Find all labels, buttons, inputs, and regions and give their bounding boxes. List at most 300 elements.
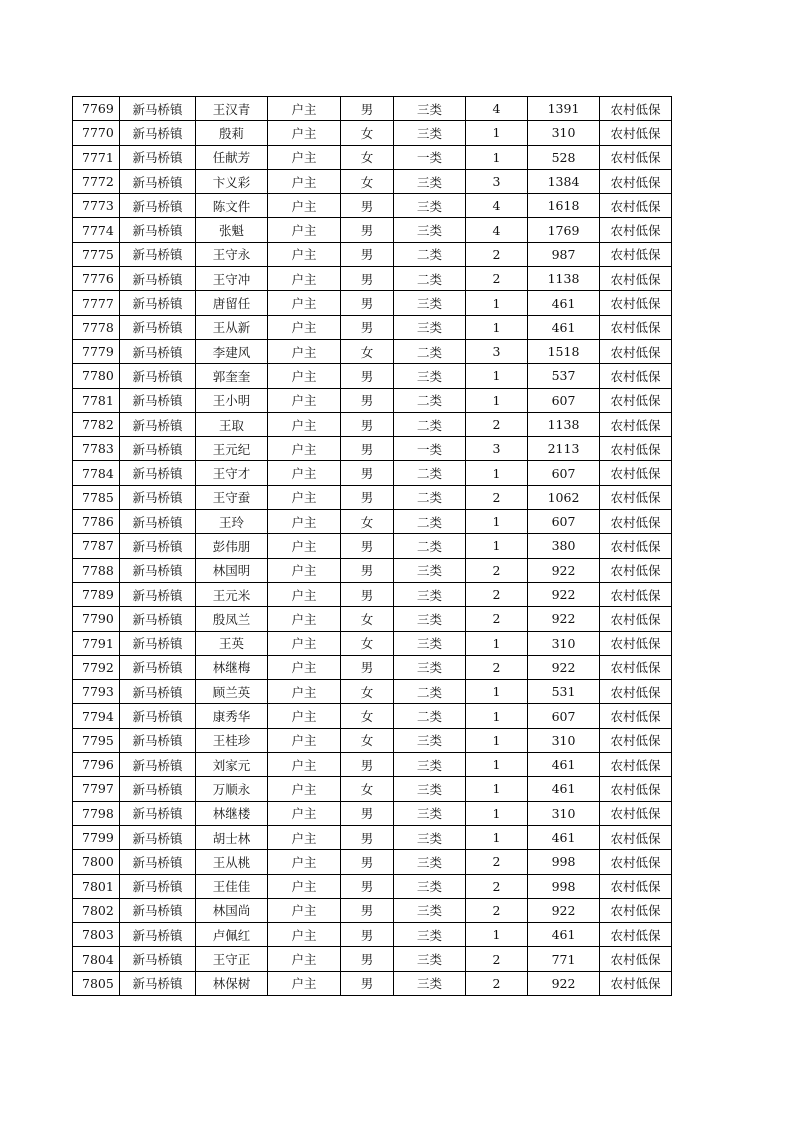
cell-name: 王从新	[196, 315, 268, 339]
cell-town: 新马桥镇	[120, 169, 196, 193]
cell-category: 三类	[394, 97, 466, 121]
cell-household-size: 2	[466, 607, 528, 631]
cell-household-size: 4	[466, 218, 528, 242]
cell-name: 王从桃	[196, 850, 268, 874]
cell-amount: 380	[528, 534, 600, 558]
cell-program-type: 农村低保	[600, 971, 672, 995]
cell-gender: 男	[341, 461, 394, 485]
cell-household-size: 1	[466, 388, 528, 412]
table-row	[73, 753, 672, 777]
cell-program-type: 农村低保	[600, 582, 672, 606]
cell-gender: 男	[341, 267, 394, 291]
cell-amount: 607	[528, 388, 600, 412]
cell-program-type: 农村低保	[600, 412, 672, 436]
cell-town: 新马桥镇	[120, 97, 196, 121]
cell-program-type: 农村低保	[600, 364, 672, 388]
cell-town: 新马桥镇	[120, 631, 196, 655]
cell-row-number: 7793	[73, 680, 120, 704]
cell-relation: 户主	[268, 510, 341, 534]
cell-name: 王小明	[196, 388, 268, 412]
table-row	[73, 704, 672, 728]
cell-household-size: 3	[466, 339, 528, 363]
table-row	[73, 267, 672, 291]
cell-relation: 户主	[268, 947, 341, 971]
cell-program-type: 农村低保	[600, 97, 672, 121]
cell-category: 三类	[394, 169, 466, 193]
cell-name: 林继楼	[196, 801, 268, 825]
cell-amount: 531	[528, 680, 600, 704]
cell-amount: 922	[528, 971, 600, 995]
cell-name: 胡士林	[196, 825, 268, 849]
cell-program-type: 农村低保	[600, 607, 672, 631]
cell-program-type: 农村低保	[600, 145, 672, 169]
cell-name: 殷凤兰	[196, 607, 268, 631]
cell-relation: 户主	[268, 121, 341, 145]
cell-gender: 男	[341, 655, 394, 679]
cell-program-type: 农村低保	[600, 242, 672, 266]
cell-amount: 998	[528, 850, 600, 874]
cell-program-type: 农村低保	[600, 777, 672, 801]
cell-name: 王守冲	[196, 267, 268, 291]
cell-name: 王汉青	[196, 97, 268, 121]
cell-household-size: 3	[466, 169, 528, 193]
cell-name: 卢佩红	[196, 923, 268, 947]
cell-town: 新马桥镇	[120, 364, 196, 388]
table-row	[73, 607, 672, 631]
cell-town: 新马桥镇	[120, 971, 196, 995]
table-row	[73, 339, 672, 363]
cell-relation: 户主	[268, 291, 341, 315]
cell-household-size: 1	[466, 461, 528, 485]
cell-name: 任献芳	[196, 145, 268, 169]
cell-relation: 户主	[268, 655, 341, 679]
cell-amount: 461	[528, 291, 600, 315]
cell-gender: 女	[341, 169, 394, 193]
cell-row-number: 7782	[73, 412, 120, 436]
cell-household-size: 2	[466, 485, 528, 509]
cell-program-type: 农村低保	[600, 510, 672, 534]
cell-household-size: 2	[466, 242, 528, 266]
cell-name: 卞义彩	[196, 169, 268, 193]
cell-row-number: 7800	[73, 850, 120, 874]
table-row	[73, 218, 672, 242]
cell-row-number: 7781	[73, 388, 120, 412]
cell-program-type: 农村低保	[600, 388, 672, 412]
cell-program-type: 农村低保	[600, 169, 672, 193]
cell-household-size: 2	[466, 874, 528, 898]
table-row	[73, 412, 672, 436]
cell-category: 三类	[394, 582, 466, 606]
cell-town: 新马桥镇	[120, 291, 196, 315]
cell-row-number: 7791	[73, 631, 120, 655]
cell-program-type: 农村低保	[600, 121, 672, 145]
cell-category: 二类	[394, 485, 466, 509]
cell-gender: 男	[341, 412, 394, 436]
cell-category: 三类	[394, 631, 466, 655]
cell-category: 三类	[394, 971, 466, 995]
cell-household-size: 2	[466, 558, 528, 582]
cell-category: 三类	[394, 607, 466, 631]
cell-town: 新马桥镇	[120, 485, 196, 509]
cell-program-type: 农村低保	[600, 801, 672, 825]
table-row	[73, 121, 672, 145]
cell-relation: 户主	[268, 218, 341, 242]
cell-gender: 男	[341, 947, 394, 971]
cell-program-type: 农村低保	[600, 218, 672, 242]
cell-program-type: 农村低保	[600, 194, 672, 218]
cell-household-size: 1	[466, 534, 528, 558]
cell-row-number: 7787	[73, 534, 120, 558]
cell-category: 二类	[394, 242, 466, 266]
cell-town: 新马桥镇	[120, 607, 196, 631]
cell-household-size: 1	[466, 923, 528, 947]
cell-amount: 310	[528, 631, 600, 655]
table-row	[73, 680, 672, 704]
cell-town: 新马桥镇	[120, 121, 196, 145]
cell-household-size: 2	[466, 412, 528, 436]
cell-row-number: 7799	[73, 825, 120, 849]
cell-relation: 户主	[268, 145, 341, 169]
table-row	[73, 510, 672, 534]
cell-category: 三类	[394, 291, 466, 315]
cell-gender: 男	[341, 218, 394, 242]
cell-amount: 461	[528, 825, 600, 849]
cell-program-type: 农村低保	[600, 631, 672, 655]
cell-name: 王取	[196, 412, 268, 436]
cell-category: 三类	[394, 121, 466, 145]
table-row	[73, 364, 672, 388]
cell-row-number: 7772	[73, 169, 120, 193]
table-row	[73, 437, 672, 461]
cell-name: 王元纪	[196, 437, 268, 461]
cell-household-size: 1	[466, 825, 528, 849]
cell-amount: 607	[528, 704, 600, 728]
cell-relation: 户主	[268, 267, 341, 291]
cell-category: 三类	[394, 947, 466, 971]
cell-gender: 女	[341, 704, 394, 728]
table-row	[73, 947, 672, 971]
cell-relation: 户主	[268, 558, 341, 582]
table-row	[73, 145, 672, 169]
cell-program-type: 农村低保	[600, 728, 672, 752]
table-row	[73, 388, 672, 412]
cell-row-number: 7804	[73, 947, 120, 971]
cell-amount: 922	[528, 607, 600, 631]
cell-row-number: 7773	[73, 194, 120, 218]
cell-household-size: 1	[466, 801, 528, 825]
cell-household-size: 2	[466, 267, 528, 291]
cell-row-number: 7794	[73, 704, 120, 728]
cell-row-number: 7783	[73, 437, 120, 461]
cell-gender: 男	[341, 825, 394, 849]
cell-relation: 户主	[268, 704, 341, 728]
cell-program-type: 农村低保	[600, 291, 672, 315]
cell-relation: 户主	[268, 680, 341, 704]
cell-town: 新马桥镇	[120, 582, 196, 606]
cell-amount: 528	[528, 145, 600, 169]
cell-household-size: 1	[466, 145, 528, 169]
cell-household-size: 1	[466, 704, 528, 728]
cell-category: 二类	[394, 339, 466, 363]
cell-town: 新马桥镇	[120, 145, 196, 169]
cell-relation: 户主	[268, 194, 341, 218]
table-row	[73, 582, 672, 606]
cell-gender: 男	[341, 923, 394, 947]
cell-town: 新马桥镇	[120, 194, 196, 218]
cell-program-type: 农村低保	[600, 437, 672, 461]
cell-category: 二类	[394, 412, 466, 436]
cell-relation: 户主	[268, 777, 341, 801]
cell-name: 王守正	[196, 947, 268, 971]
cell-relation: 户主	[268, 364, 341, 388]
cell-row-number: 7798	[73, 801, 120, 825]
cell-town: 新马桥镇	[120, 825, 196, 849]
cell-name: 林国明	[196, 558, 268, 582]
cell-name: 林国尚	[196, 898, 268, 922]
cell-gender: 男	[341, 388, 394, 412]
cell-gender: 男	[341, 534, 394, 558]
cell-name: 王元米	[196, 582, 268, 606]
cell-household-size: 2	[466, 947, 528, 971]
cell-row-number: 7796	[73, 753, 120, 777]
table-row	[73, 850, 672, 874]
cell-program-type: 农村低保	[600, 655, 672, 679]
cell-town: 新马桥镇	[120, 777, 196, 801]
cell-household-size: 1	[466, 753, 528, 777]
cell-relation: 户主	[268, 631, 341, 655]
cell-gender: 女	[341, 777, 394, 801]
cell-program-type: 农村低保	[600, 339, 672, 363]
cell-program-type: 农村低保	[600, 461, 672, 485]
cell-amount: 1138	[528, 412, 600, 436]
cell-household-size: 1	[466, 121, 528, 145]
cell-category: 二类	[394, 680, 466, 704]
cell-amount: 987	[528, 242, 600, 266]
cell-gender: 男	[341, 315, 394, 339]
cell-name: 王佳佳	[196, 874, 268, 898]
table-body	[73, 97, 672, 996]
cell-name: 郭奎奎	[196, 364, 268, 388]
cell-name: 张魁	[196, 218, 268, 242]
cell-amount: 1769	[528, 218, 600, 242]
cell-name: 陈文件	[196, 194, 268, 218]
cell-name: 王玲	[196, 510, 268, 534]
cell-relation: 户主	[268, 728, 341, 752]
table-row	[73, 971, 672, 995]
cell-row-number: 7774	[73, 218, 120, 242]
table-row	[73, 923, 672, 947]
cell-relation: 户主	[268, 461, 341, 485]
cell-category: 三类	[394, 728, 466, 752]
cell-gender: 女	[341, 339, 394, 363]
cell-category: 三类	[394, 923, 466, 947]
cell-town: 新马桥镇	[120, 655, 196, 679]
table-row	[73, 194, 672, 218]
cell-category: 三类	[394, 558, 466, 582]
cell-gender: 男	[341, 582, 394, 606]
table-row	[73, 534, 672, 558]
cell-program-type: 农村低保	[600, 874, 672, 898]
cell-category: 三类	[394, 655, 466, 679]
cell-amount: 922	[528, 558, 600, 582]
cell-row-number: 7789	[73, 582, 120, 606]
cell-category: 二类	[394, 534, 466, 558]
table-row	[73, 777, 672, 801]
cell-program-type: 农村低保	[600, 923, 672, 947]
cell-row-number: 7776	[73, 267, 120, 291]
cell-gender: 男	[341, 753, 394, 777]
cell-town: 新马桥镇	[120, 315, 196, 339]
cell-town: 新马桥镇	[120, 534, 196, 558]
cell-category: 三类	[394, 898, 466, 922]
cell-gender: 女	[341, 121, 394, 145]
table-row	[73, 898, 672, 922]
cell-program-type: 农村低保	[600, 850, 672, 874]
cell-gender: 男	[341, 558, 394, 582]
cell-row-number: 7785	[73, 485, 120, 509]
cell-gender: 男	[341, 971, 394, 995]
cell-row-number: 7801	[73, 874, 120, 898]
cell-amount: 1518	[528, 339, 600, 363]
cell-gender: 男	[341, 801, 394, 825]
relief-recipients-table	[72, 96, 672, 996]
cell-gender: 女	[341, 680, 394, 704]
cell-amount: 461	[528, 315, 600, 339]
cell-relation: 户主	[268, 825, 341, 849]
cell-program-type: 农村低保	[600, 267, 672, 291]
cell-program-type: 农村低保	[600, 558, 672, 582]
cell-category: 三类	[394, 218, 466, 242]
cell-gender: 女	[341, 631, 394, 655]
cell-town: 新马桥镇	[120, 850, 196, 874]
table-row	[73, 315, 672, 339]
cell-relation: 户主	[268, 874, 341, 898]
cell-gender: 女	[341, 145, 394, 169]
cell-town: 新马桥镇	[120, 510, 196, 534]
cell-amount: 310	[528, 121, 600, 145]
cell-category: 三类	[394, 801, 466, 825]
cell-household-size: 2	[466, 898, 528, 922]
cell-town: 新马桥镇	[120, 874, 196, 898]
cell-program-type: 农村低保	[600, 534, 672, 558]
cell-row-number: 7780	[73, 364, 120, 388]
table-row	[73, 728, 672, 752]
cell-category: 二类	[394, 461, 466, 485]
cell-relation: 户主	[268, 898, 341, 922]
cell-amount: 537	[528, 364, 600, 388]
cell-row-number: 7803	[73, 923, 120, 947]
cell-town: 新马桥镇	[120, 339, 196, 363]
cell-program-type: 农村低保	[600, 947, 672, 971]
cell-amount: 922	[528, 655, 600, 679]
cell-gender: 男	[341, 194, 394, 218]
cell-town: 新马桥镇	[120, 437, 196, 461]
cell-category: 一类	[394, 437, 466, 461]
cell-gender: 男	[341, 437, 394, 461]
cell-gender: 女	[341, 728, 394, 752]
cell-town: 新马桥镇	[120, 753, 196, 777]
table-row	[73, 655, 672, 679]
cell-town: 新马桥镇	[120, 728, 196, 752]
cell-amount: 998	[528, 874, 600, 898]
cell-gender: 男	[341, 364, 394, 388]
cell-gender: 男	[341, 898, 394, 922]
cell-category: 一类	[394, 145, 466, 169]
cell-relation: 户主	[268, 971, 341, 995]
cell-program-type: 农村低保	[600, 680, 672, 704]
cell-gender: 男	[341, 291, 394, 315]
cell-amount: 461	[528, 923, 600, 947]
cell-gender: 男	[341, 97, 394, 121]
cell-relation: 户主	[268, 242, 341, 266]
cell-row-number: 7805	[73, 971, 120, 995]
cell-amount: 461	[528, 777, 600, 801]
cell-household-size: 2	[466, 655, 528, 679]
cell-town: 新马桥镇	[120, 218, 196, 242]
cell-name: 王守永	[196, 242, 268, 266]
cell-category: 三类	[394, 753, 466, 777]
cell-amount: 1391	[528, 97, 600, 121]
cell-amount: 1618	[528, 194, 600, 218]
cell-amount: 607	[528, 461, 600, 485]
cell-household-size: 1	[466, 680, 528, 704]
cell-gender: 女	[341, 510, 394, 534]
cell-household-size: 4	[466, 97, 528, 121]
cell-relation: 户主	[268, 534, 341, 558]
cell-amount: 1384	[528, 169, 600, 193]
cell-household-size: 4	[466, 194, 528, 218]
cell-name: 王守蚕	[196, 485, 268, 509]
cell-household-size: 1	[466, 728, 528, 752]
cell-name: 李建风	[196, 339, 268, 363]
cell-relation: 户主	[268, 582, 341, 606]
cell-name: 万顺永	[196, 777, 268, 801]
cell-gender: 男	[341, 242, 394, 266]
cell-relation: 户主	[268, 339, 341, 363]
cell-amount: 607	[528, 510, 600, 534]
cell-gender: 女	[341, 607, 394, 631]
cell-row-number: 7797	[73, 777, 120, 801]
cell-program-type: 农村低保	[600, 898, 672, 922]
table-row	[73, 631, 672, 655]
table-row	[73, 242, 672, 266]
table-row	[73, 874, 672, 898]
cell-category: 三类	[394, 874, 466, 898]
cell-name: 唐留任	[196, 291, 268, 315]
cell-amount: 922	[528, 582, 600, 606]
cell-name: 林保树	[196, 971, 268, 995]
cell-category: 三类	[394, 364, 466, 388]
cell-category: 二类	[394, 267, 466, 291]
cell-category: 二类	[394, 388, 466, 412]
cell-household-size: 1	[466, 364, 528, 388]
cell-name: 顾兰英	[196, 680, 268, 704]
table-row	[73, 558, 672, 582]
table-row	[73, 461, 672, 485]
cell-row-number: 7777	[73, 291, 120, 315]
table-row	[73, 291, 672, 315]
cell-row-number: 7775	[73, 242, 120, 266]
cell-relation: 户主	[268, 753, 341, 777]
cell-town: 新马桥镇	[120, 461, 196, 485]
cell-household-size: 2	[466, 971, 528, 995]
cell-town: 新马桥镇	[120, 947, 196, 971]
cell-category: 三类	[394, 850, 466, 874]
cell-name: 王英	[196, 631, 268, 655]
table-row	[73, 169, 672, 193]
cell-amount: 771	[528, 947, 600, 971]
cell-town: 新马桥镇	[120, 388, 196, 412]
